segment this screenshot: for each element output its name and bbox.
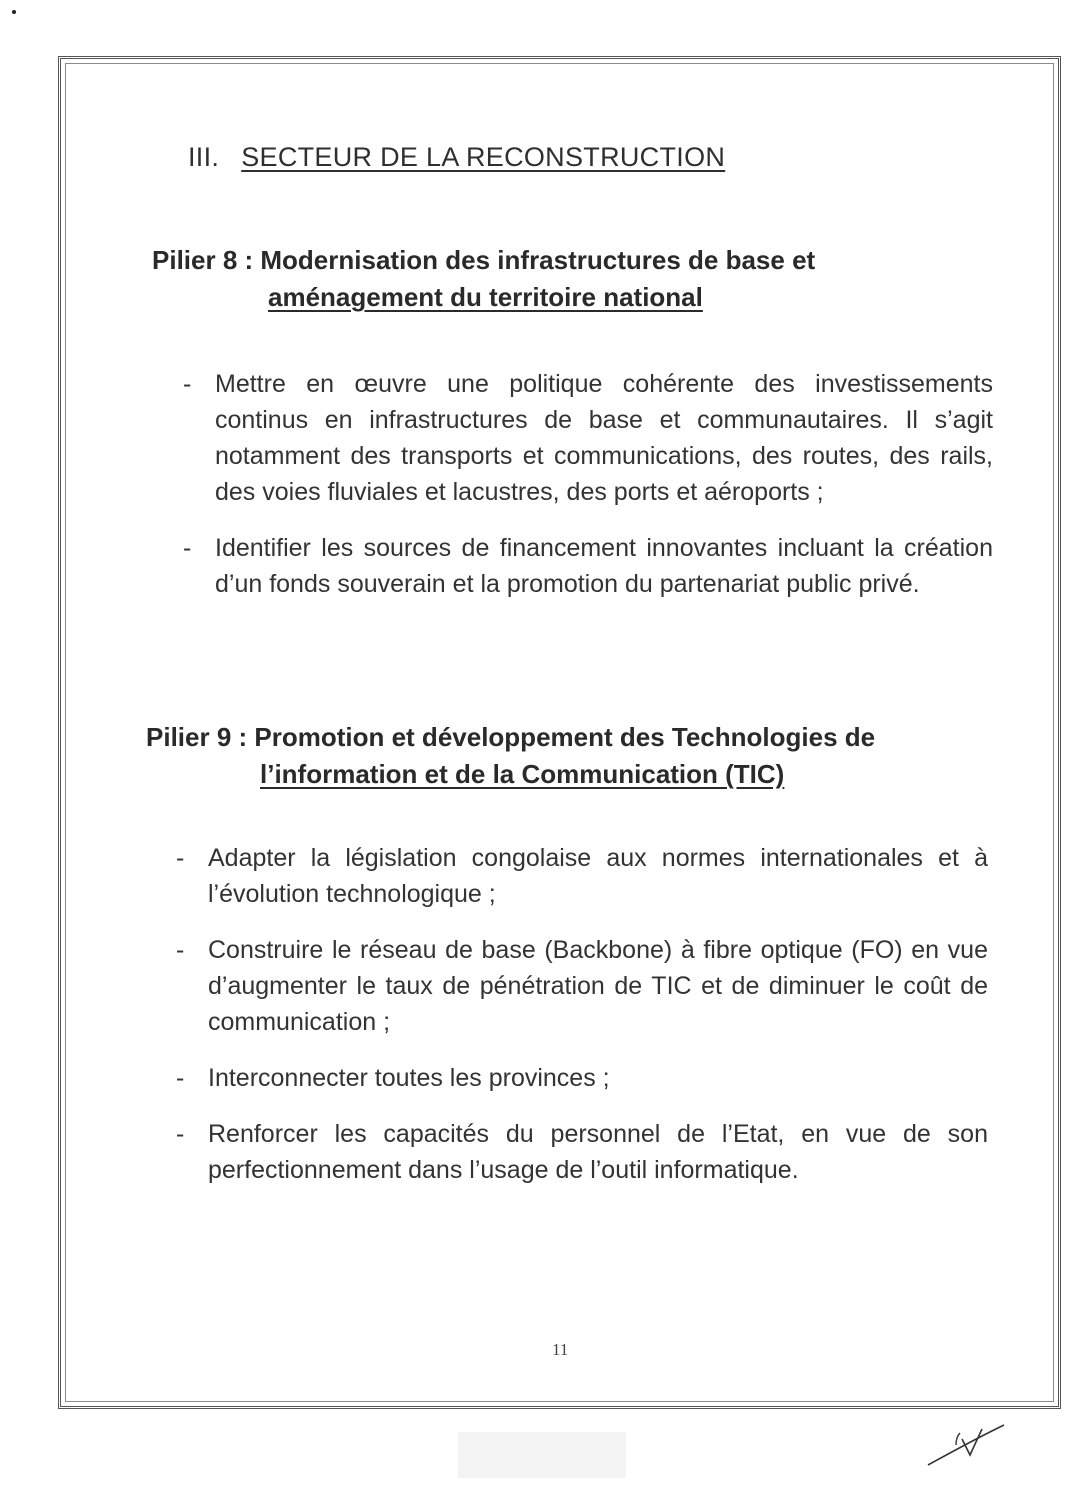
list-item-text: Mettre en œuvre une politique cohérente des investissements continus en infrastructures de base et communautaires. Il s’agit notamment des transports et communications, des routes, des rails, des voies fluviales et lacustres, des ports et aéroports ; — [215, 370, 993, 506]
pilier-9-heading — [146, 719, 875, 793]
list-item-text: Renforcer les capacités du personnel de l’Etat, en vue de son perfectionnement dans l’usage de l’outil informatique. — [208, 1120, 988, 1184]
list-item — [183, 366, 993, 510]
list-item — [176, 932, 988, 1040]
faded-stamp — [458, 1432, 626, 1478]
scan-speck — [12, 10, 16, 14]
pilier-9-heading-line2: l’information et de la Communication (TIC) — [260, 759, 785, 789]
page-number: 11 — [552, 1340, 569, 1359]
signature-initials — [920, 1415, 1010, 1475]
bullet-dash: - — [183, 370, 192, 398]
bullet-dash: - — [176, 844, 185, 872]
list-item-text: Construire le réseau de base (Backbone) à fibre optique (FO) en vue d’augmenter le taux de pénétration de TIC et de diminuer le coût de communication ; — [208, 936, 988, 1036]
section-number: III. — [188, 142, 220, 172]
list-item — [176, 1060, 988, 1096]
bullet-dash: - — [176, 1064, 185, 1092]
bullet-dash: - — [183, 534, 192, 562]
pilier-9-heading-line1: Pilier 9 : Promotion et développement des Technologies de — [146, 722, 876, 752]
list-item — [183, 530, 993, 602]
pilier-8-heading-line2: aménagement du territoire national — [268, 282, 703, 312]
list-item-text: Identifier les sources de financement innovantes incluant la création d’un fonds souverain et la promotion du partenariat public privé. — [215, 534, 993, 598]
pilier-9-bullet-list — [176, 840, 988, 1208]
list-item — [176, 840, 988, 912]
list-item — [176, 1116, 988, 1188]
list-item-text: Adapter la législation congolaise aux normes internationales et à l’évolution technologique ; — [208, 844, 988, 908]
list-item-text: Interconnecter toutes les provinces ; — [208, 1064, 610, 1092]
section-title-text: SECTEUR DE LA RECONSTRUCTION — [241, 142, 726, 172]
pilier-8-heading-line1: Pilier 8 : Modernisation des infrastructures de base et — [152, 245, 816, 275]
bullet-dash: - — [176, 936, 185, 964]
bullet-dash: - — [176, 1120, 185, 1148]
pilier-8-heading — [152, 242, 815, 316]
section-title — [188, 142, 725, 173]
pilier-8-bullet-list — [183, 366, 993, 622]
